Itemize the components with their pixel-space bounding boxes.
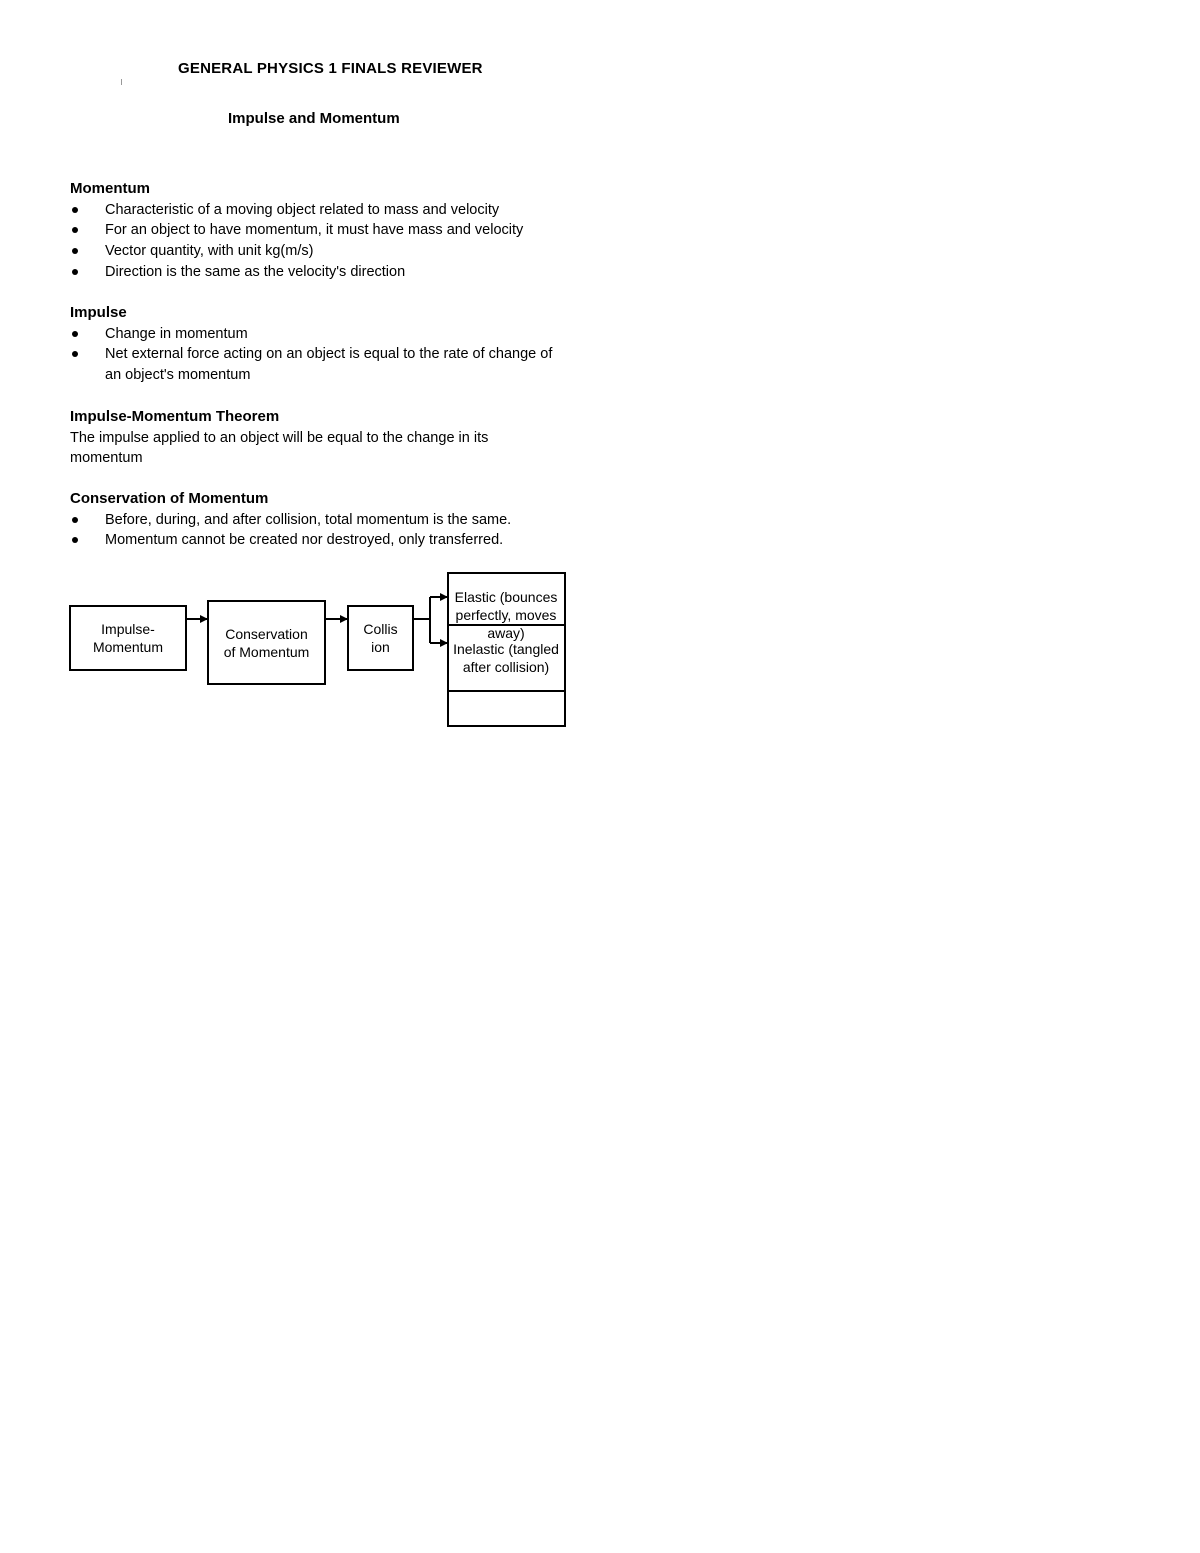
section-impulse xyxy=(70,303,560,386)
diagram-node-label: Impulse-Momentum xyxy=(92,621,164,655)
diagram-node-label-elastic: Elastic (bounces perfectly, moves away) xyxy=(454,589,558,641)
section-heading: Impulse xyxy=(70,304,127,321)
list-item-text: Net external force acting on an object is equal to the rate of change of an object's momentum xyxy=(105,346,553,384)
section-theorem xyxy=(70,407,540,469)
bullet-list xyxy=(70,510,590,551)
list-item xyxy=(70,220,590,241)
section-momentum xyxy=(70,179,590,283)
diagram-node-collision xyxy=(347,605,414,671)
diagram-node-label-inelastic: Inelastic (tangled after collision) xyxy=(453,641,559,675)
section-conservation xyxy=(70,489,590,551)
list-item-text: For an object to have momentum, it must have mass and velocity xyxy=(105,222,524,239)
bullet-icon xyxy=(72,331,78,337)
list-item xyxy=(70,510,590,531)
list-item xyxy=(70,241,590,262)
diagram-node-label: Collision xyxy=(363,621,398,655)
section-heading: Conservation of Momentum xyxy=(70,490,269,507)
section-paragraph: The impulse applied to an object will be equal to the change in its momentum xyxy=(70,429,489,467)
bullet-icon xyxy=(72,269,78,275)
list-item xyxy=(70,262,590,283)
bullet-icon xyxy=(72,248,78,254)
bullet-icon xyxy=(72,207,78,213)
list-item-text: Vector quantity, with unit kg(m/s) xyxy=(105,243,314,260)
document-subtitle: Impulse and Momentum xyxy=(228,110,400,127)
bullet-icon xyxy=(72,537,78,543)
bullet-icon xyxy=(72,517,78,523)
bullet-icon xyxy=(72,227,78,233)
document-title: GENERAL PHYSICS 1 FINALS REVIEWER xyxy=(178,60,483,77)
section-heading: Momentum xyxy=(70,180,150,197)
bullet-icon xyxy=(72,351,78,357)
list-item-text: Before, during, and after collision, total momentum is the same. xyxy=(105,511,512,528)
diagram-node-conservation xyxy=(207,600,326,685)
list-item xyxy=(70,200,590,221)
list-item-text: Characteristic of a moving object related to mass and velocity xyxy=(105,201,500,218)
list-item xyxy=(70,530,590,551)
list-item xyxy=(70,324,560,345)
list-item xyxy=(70,344,560,385)
list-item-text: Momentum cannot be created nor destroyed, only transferred. xyxy=(105,532,504,549)
stray-mark xyxy=(121,79,122,85)
arrow-collision-split xyxy=(414,597,430,643)
list-item-text: Change in momentum xyxy=(105,325,248,342)
diagram-node-impulse-momentum xyxy=(69,605,187,671)
section-heading: Impulse-Momentum Theorem xyxy=(70,408,280,425)
list-item-text: Direction is the same as the velocity's direction xyxy=(105,263,406,280)
bullet-list xyxy=(70,324,560,386)
diagram-node-label: Conservation of Momentum xyxy=(223,625,310,660)
bullet-list xyxy=(70,200,590,283)
